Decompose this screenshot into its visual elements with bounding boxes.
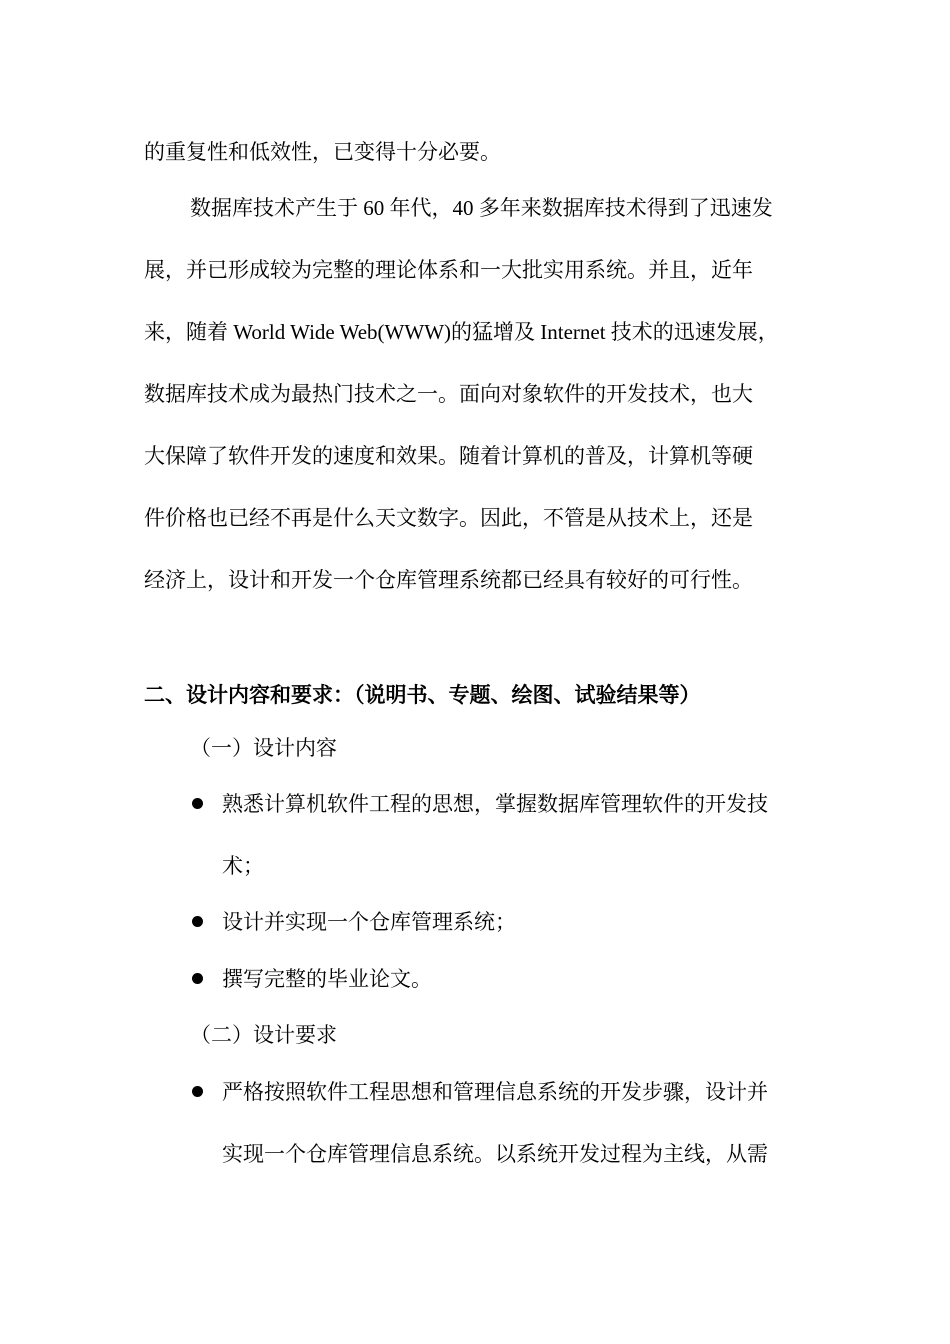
bullet-dot-icon bbox=[192, 973, 203, 984]
sub1-bullet3-line1: 撰写完整的毕业论文。 bbox=[222, 967, 432, 991]
paragraph2-line2: 展，并已形成较为完整的理论体系和一大批实用系统。并且，近年 bbox=[144, 258, 753, 282]
subsection1-title: （一）设计内容 bbox=[190, 736, 337, 760]
sub1-bullet1-line2: 术； bbox=[222, 854, 264, 878]
paragraph2-line3: 来，随着 World Wide Web(WWW)的猛增及 Internet 技术的迅速发展， bbox=[144, 320, 779, 344]
paragraph2-line5: 大保障了软件开发的速度和效果。随着计算机的普及，计算机等硬 bbox=[144, 444, 753, 468]
bullet-dot-icon bbox=[192, 798, 203, 809]
sub1-bullet1-line1: 熟悉计算机软件工程的思想，掌握数据库管理软件的开发技 bbox=[222, 792, 768, 816]
sub1-bullet2-line1: 设计并实现一个仓库管理系统； bbox=[222, 910, 516, 934]
paragraph2-line1: 数据库技术产生于 60 年代，40 多年来数据库技术得到了迅速发 bbox=[190, 196, 773, 220]
subsection2-title: （二）设计要求 bbox=[190, 1023, 337, 1047]
bullet-dot-icon bbox=[192, 916, 203, 927]
bullet-dot-icon bbox=[192, 1086, 203, 1097]
paragraph1-line1: 的重复性和低效性，已变得十分必要。 bbox=[144, 140, 501, 164]
sub2-bullet1-line2: 实现一个仓库管理信息系统。以系统开发过程为主线，从需 bbox=[222, 1142, 768, 1166]
paragraph2-line4: 数据库技术成为最热门技术之一。面向对象软件的开发技术，也大 bbox=[144, 382, 753, 406]
paragraph2-line6: 件价格也已经不再是什么天文数字。因此，不管是从技术上，还是 bbox=[144, 506, 753, 530]
sub2-bullet1-line1: 严格按照软件工程思想和管理信息系统的开发步骤，设计并 bbox=[222, 1080, 768, 1104]
paragraph2-line7: 经济上，设计和开发一个仓库管理系统都已经具有较好的可行性。 bbox=[144, 568, 753, 592]
section2-heading: 二、设计内容和要求：（说明书、专题、绘图、试验结果等） bbox=[144, 683, 701, 707]
